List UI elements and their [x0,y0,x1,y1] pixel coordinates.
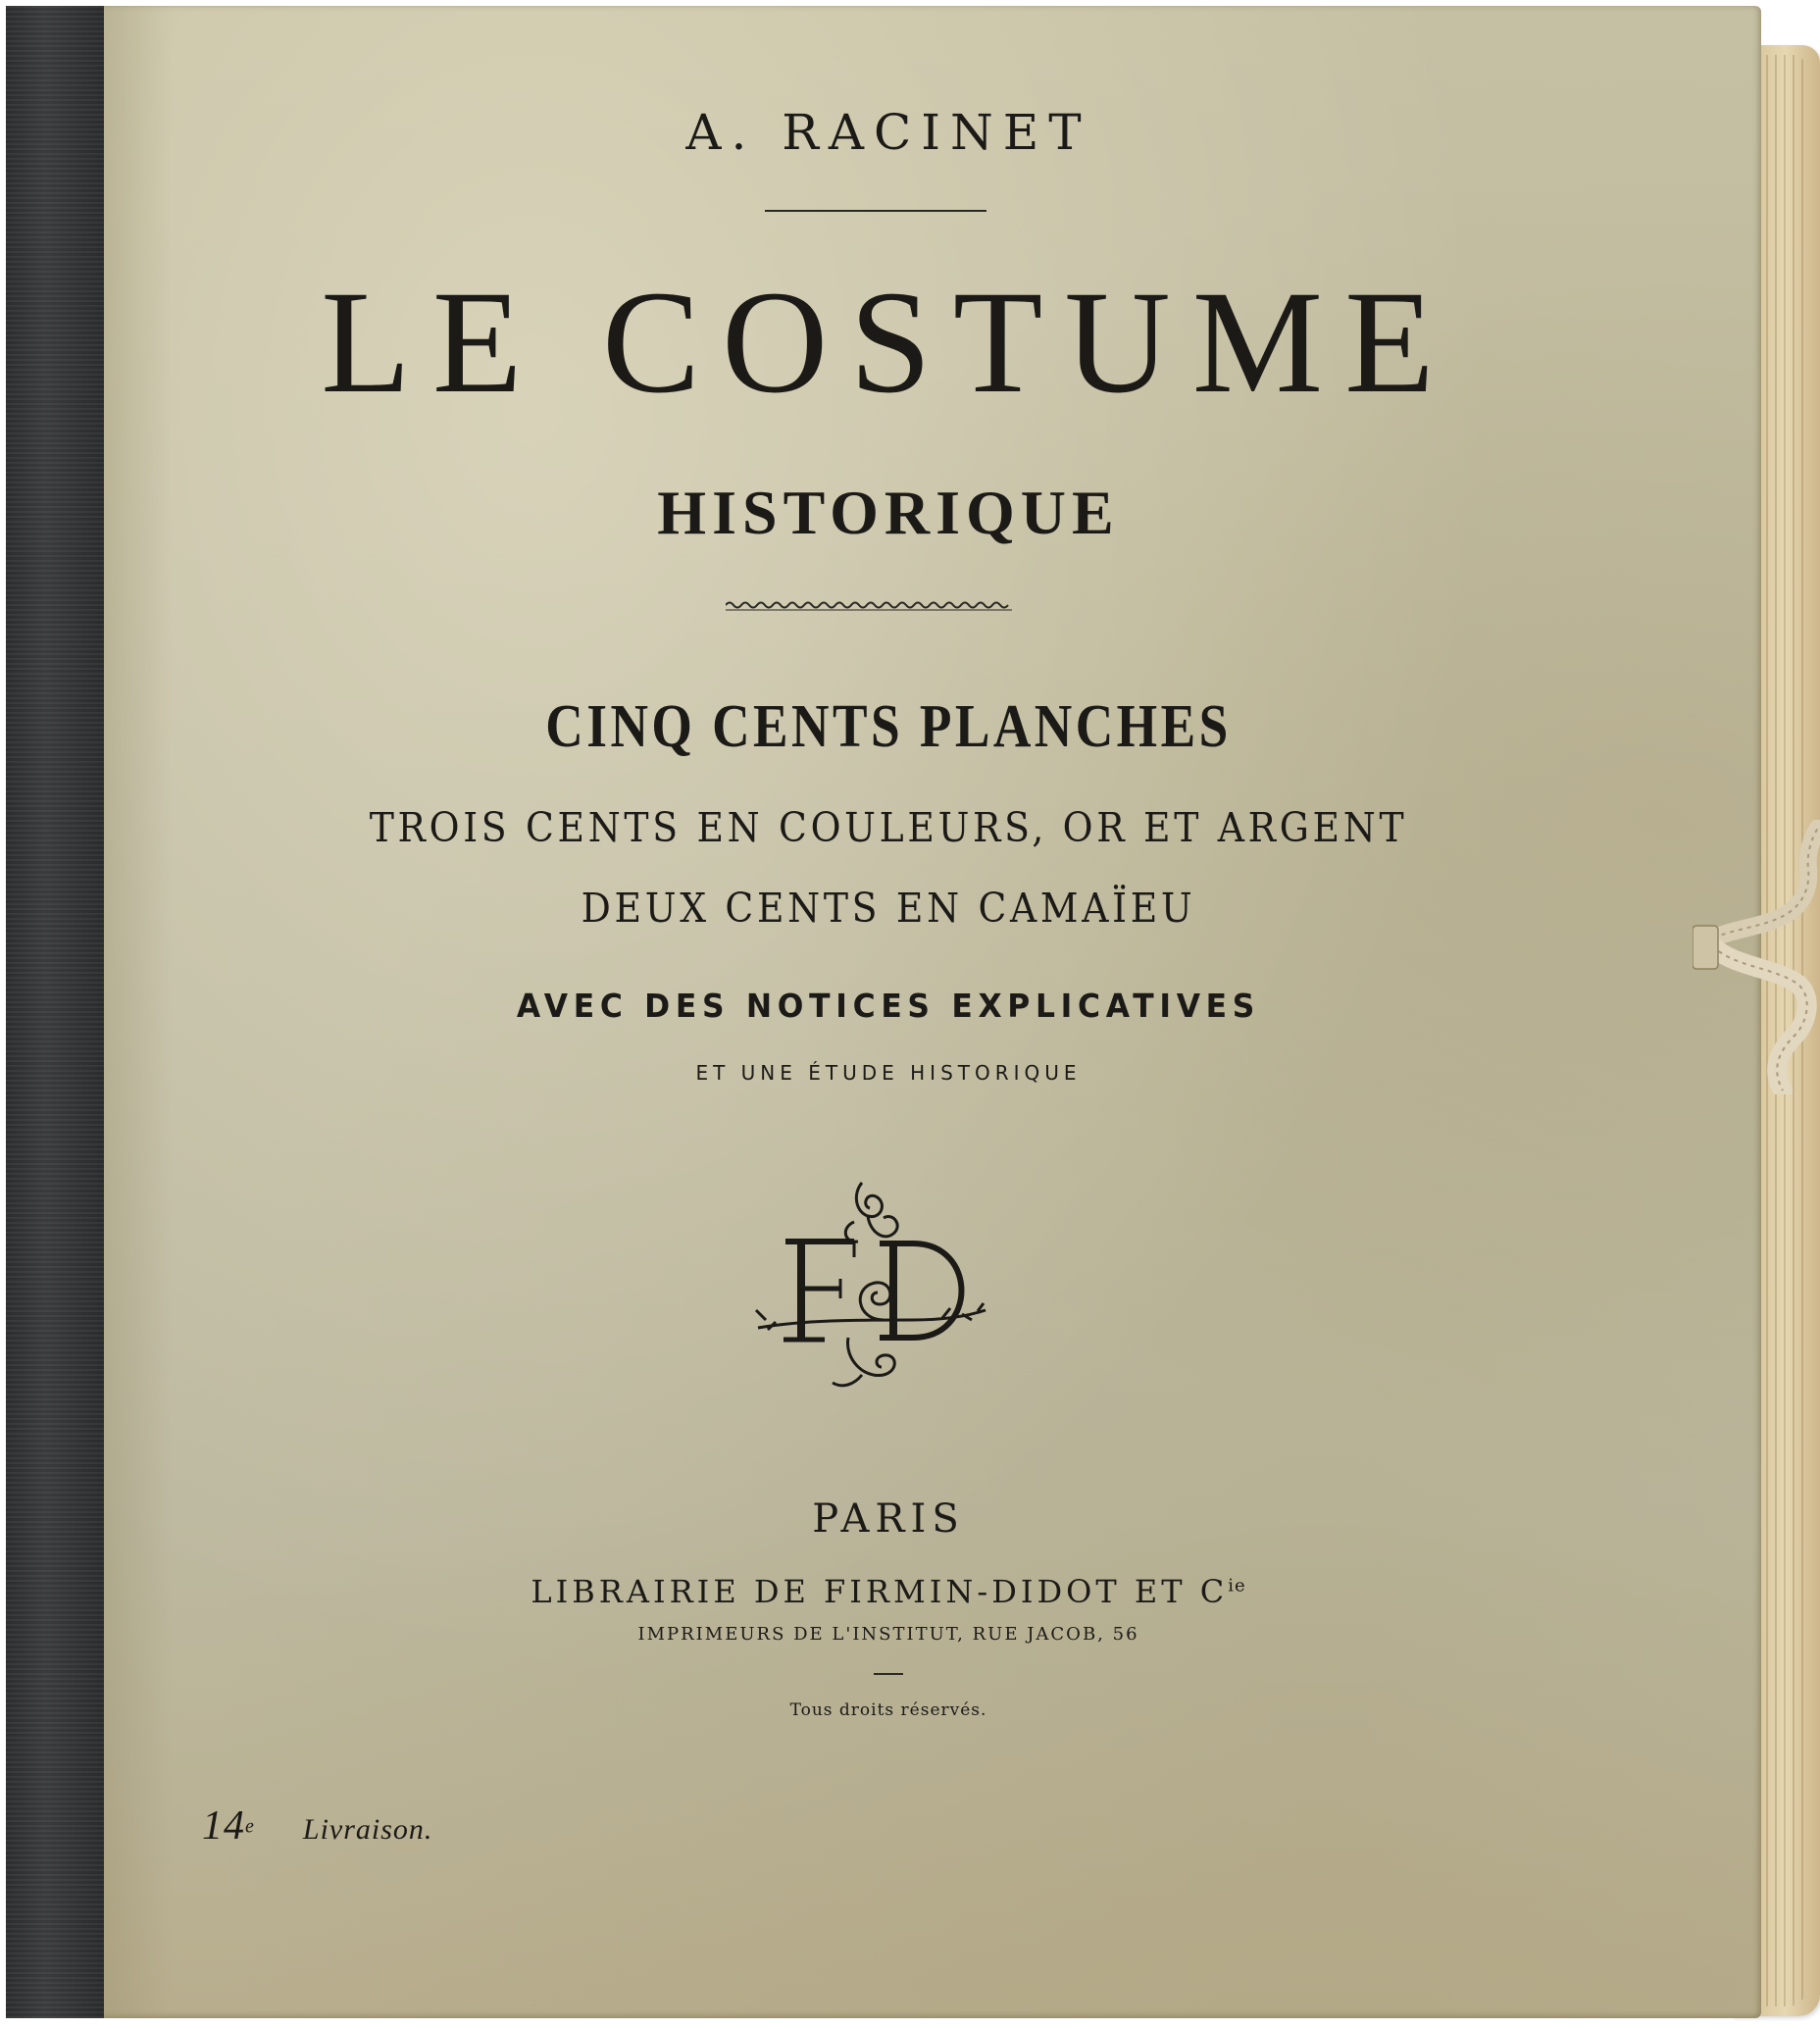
publication-city: PARIS [812,1496,965,1542]
issue-number: 14 [202,1803,245,1849]
publisher-monogram-icon [746,1173,991,1398]
issue-label [202,1802,432,1850]
small-rule [874,1673,903,1675]
rights-notice: Tous droits réservés. [789,1700,987,1720]
notices-line: AVEC DES NOTICES EXPLICATIVES [516,987,1261,1025]
book-title: LE COSTUME [321,261,1456,424]
publisher-name [173,1573,1604,1610]
book-spine [6,6,104,2018]
book [6,6,1789,2018]
plates-camaieu-line: DEUX CENTS EN CAMAÏEU [581,885,1196,932]
wavy-divider [726,598,1012,612]
author-name: A. RACINET [685,104,1091,161]
book-subtitle: HISTORIQUE [657,478,1120,547]
monogram-letters: FD [746,1173,748,1174]
etude-line: ET UNE ÉTUDE HISTORIQUE [695,1061,1082,1085]
plates-color-line: TROIS CENTS EN COULEURS, OR ET ARGENT [369,804,1408,851]
publisher-name-text: LIBRAIRIE DE FIRMIN-DIDOT ET C [531,1573,1229,1610]
issue-number-sup: e [245,1815,254,1838]
spine-gutter [104,6,173,2018]
divider-rule [765,210,986,212]
fabric-tie-icon [1693,820,1820,1094]
printer-address: IMPRIMEURS DE L'INSTITUT, RUE JACOB, 56 [637,1624,1139,1645]
publisher-sup: ie [1228,1575,1246,1597]
book-cover [6,6,1761,2018]
issue-word: Livraison. [302,1813,433,1846]
planches-heading: CINQ CENTS PLANCHES [545,693,1232,760]
